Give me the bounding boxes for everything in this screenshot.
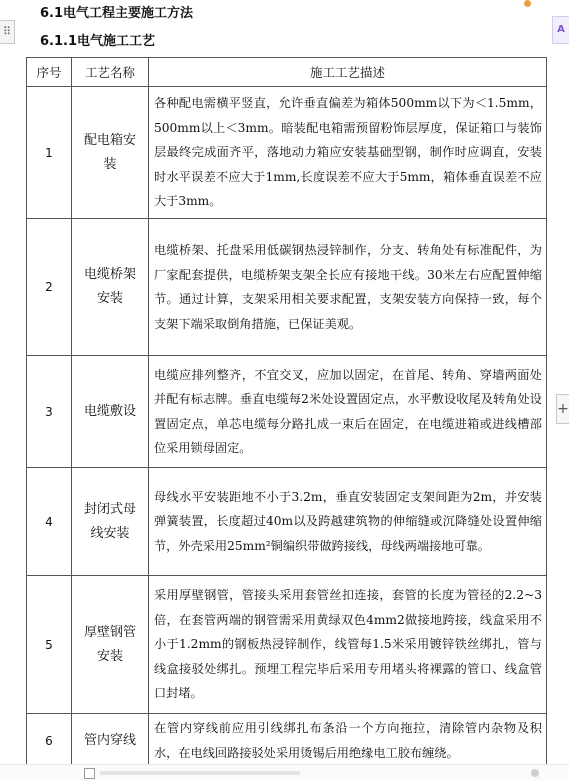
table-row — [27, 356, 547, 468]
next-content-strip — [0, 764, 569, 781]
process-description: 电缆应排列整齐，不宜交叉，应加以固定，在首尾、转角、穿墙两面处并配有标志牌。垂直电缆每2米处设置固定点，水平敷设收尾及转角处设置固定点，单芯电缆每分路扎成一束后在固定，在电缆进箱或进线槽部位采用锁母固定。 — [149, 356, 547, 468]
process-description: 电缆桥架、托盘采用低碳钢热浸锌制作，分支、转角处有标准配件，为厂家配套提供，电缆桥架支架全长应有接地干线。30米左右应配置伸缩节。通过计算，支架采用相关要求配置，支架安装方向保持一致，每个支架下端采取倒角措施，已保证美观。 — [149, 219, 547, 356]
process-description: 在管内穿线前应用引线绑扎布条沿一个方向拖拉，清除管内杂物及积水，在电线回路接驳处采用烫锡后用绝缘电工胶布缠绕。 — [149, 714, 547, 768]
table-header-row — [27, 58, 547, 87]
construction-process-table — [26, 57, 547, 768]
status-dot — [531, 769, 539, 777]
process-name: 配电箱安装 — [72, 87, 149, 219]
add-icon[interactable]: + — [556, 394, 569, 424]
process-description: 各种配电需横平竖直，允许垂直偏差为箱体500mm以下为＜1.5mm，500mm以上＜3mm。暗装配电箱需预留粉饰层厚度，保证箱口与装饰层最终完成面齐平，落地动力箱应安装基础型钢，制作时应调直，安装时水平误差不应大于1mm,长度误差不应大于5mm，箱体垂直误差不应大于3mm。 — [149, 87, 547, 219]
process-name: 厚壁钢管安装 — [72, 576, 149, 714]
ai-assistant-icon[interactable]: A — [552, 16, 569, 44]
table-row — [27, 714, 547, 768]
notification-dot — [524, 0, 531, 7]
process-name: 电缆桥架安装 — [72, 219, 149, 356]
process-name: 管内穿线 — [72, 714, 149, 768]
row-number: 2 — [27, 219, 72, 356]
table-row — [27, 576, 547, 714]
section-subtitle: 6.1.1电气施工工艺 — [40, 34, 156, 49]
drag-handle-icon[interactable]: ⠿ — [0, 20, 15, 44]
cropped-text-line — [100, 771, 300, 775]
section-title: 6.1电气工程主要施工方法 — [40, 6, 194, 21]
header-process-name: 工艺名称 — [72, 58, 149, 87]
process-description: 采用厚壁钢管，管接头采用套管丝扣连接，套管的长度为管径的2.2~3倍，在套管两端的钢管需采用黄绿双色4mm2做接地跨接，线盒采用不小于1.2mm的钢板热浸锌制作，线管每1.5米采用镀锌铁丝绑扎，管与线盒接驳处绑扎。预埋工程完毕后采用专用堵头将裸露的管口、线盒管口封堵。 — [149, 576, 547, 714]
process-description: 母线水平安装距地不小于3.2m，垂直安装固定支架间距为2m，并安装弹簧装置，长度超过40m以及跨越建筑物的伸缩缝或沉降缝处设置伸缩节，外壳采用25mm²铜编织带做跨接线，母线两端接地可靠。 — [149, 468, 547, 576]
row-number: 5 — [27, 576, 72, 714]
row-number: 6 — [27, 714, 72, 768]
row-number: 4 — [27, 468, 72, 576]
row-number: 1 — [27, 87, 72, 219]
header-process-description: 施工工艺描述 — [149, 58, 547, 87]
row-number: 3 — [27, 356, 72, 468]
table-row — [27, 468, 547, 576]
process-name: 封闭式母线安装 — [72, 468, 149, 576]
process-name: 电缆敷设 — [72, 356, 149, 468]
header-seq: 序号 — [27, 58, 72, 87]
table-row — [27, 219, 547, 356]
checkbox-icon[interactable] — [84, 768, 95, 779]
table-row — [27, 87, 547, 219]
